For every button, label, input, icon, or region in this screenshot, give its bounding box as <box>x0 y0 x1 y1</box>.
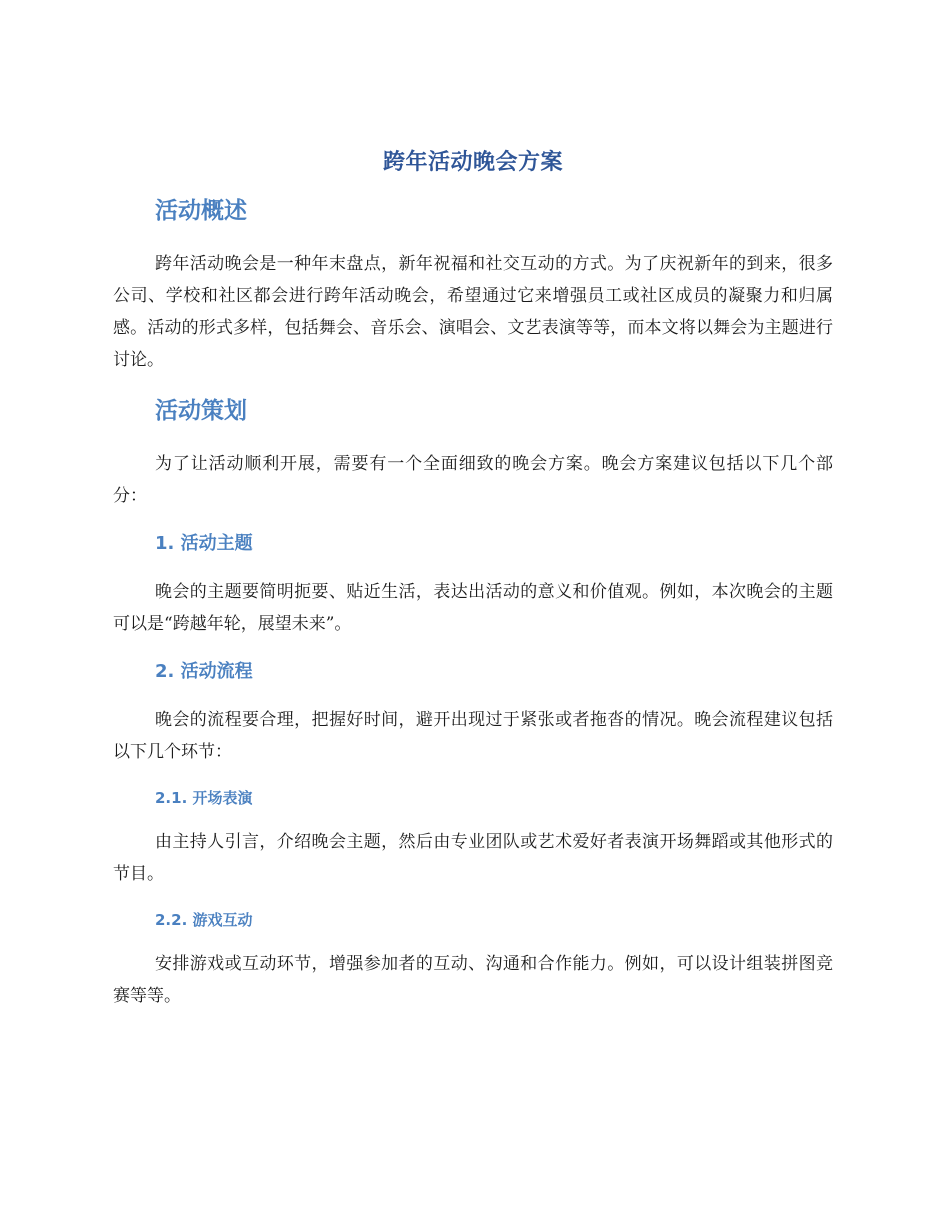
subsection-heading-theme: 1. 活动主题 <box>155 533 253 554</box>
flow-paragraph: 晚会的流程要合理，把握好时间，避开出现过于紧张或者拖沓的情况。晚会流程建议包括以下几个环节： <box>113 710 833 762</box>
overview-paragraph: 跨年活动晚会是一种年末盘点，新年祝福和社交互动的方式。为了庆祝新年的到来，很多公司、学校和社区都会进行跨年活动晚会，希望通过它来增强员工或社区成员的凝聚力和归属感。活动的形式多样，包括舞会、音乐会、演唱会、文艺表演等等，而本文将以舞会为主题进行讨论。 <box>113 254 833 370</box>
section-heading-overview: 活动概述 <box>155 198 247 224</box>
theme-paragraph: 晚会的主题要简明扼要、贴近生活，表达出活动的意义和价值观。例如，本次晚会的主题可以是“跨越年轮，展望未来”。 <box>113 582 833 634</box>
subsubsection-heading-games: 2.2. 游戏互动 <box>155 911 253 929</box>
section-heading-planning: 活动策划 <box>155 398 247 424</box>
games-paragraph: 安排游戏或互动环节，增强参加者的互动、沟通和合作能力。例如，可以设计组装拼图竞赛等等。 <box>113 954 833 1006</box>
planning-paragraph: 为了让活动顺利开展，需要有一个全面细致的晚会方案。晚会方案建议包括以下几个部分： <box>113 454 833 506</box>
document-title: 跨年活动晚会方案 <box>382 150 563 175</box>
subsubsection-heading-opening: 2.1. 开场表演 <box>155 789 253 807</box>
opening-paragraph: 由主持人引言，介绍晚会主题，然后由专业团队或艺术爱好者表演开场舞蹈或其他形式的节目。 <box>113 832 833 884</box>
document-body <box>113 146 833 1030</box>
subsection-heading-flow: 2. 活动流程 <box>155 661 253 682</box>
